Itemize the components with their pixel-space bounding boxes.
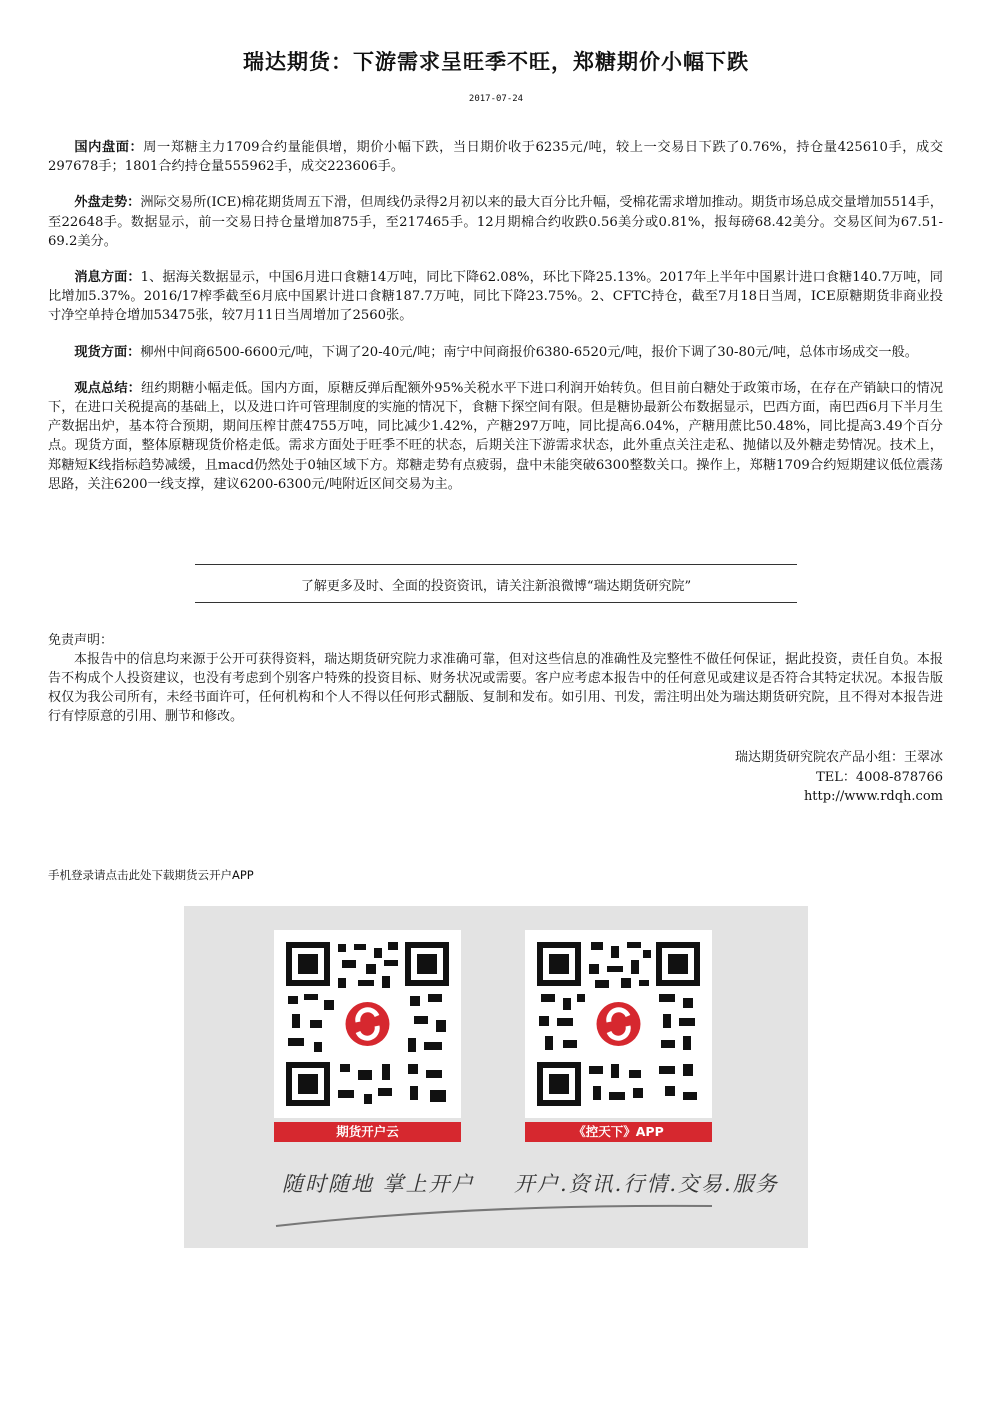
slogan-right: 开户.资讯.行情.交易.服务 xyxy=(514,1172,779,1196)
qr-code-icon xyxy=(525,930,712,1118)
signature-team: 瑞达期货研究院农产品小组：王翠冰 xyxy=(734,750,943,765)
section-text: 柳州中间商6500-6600元/吨，下调了20-40元/吨；南宁中间商报价6380-6520元/吨，报价下调了30-80元/吨，总体市场成交一般。 xyxy=(140,344,918,360)
section-news xyxy=(48,268,943,326)
qr-caption-kongtianxia: 《控天下》APP xyxy=(525,1122,712,1142)
follow-text: 了解更多及时、全面的投资资讯，请关注新浪微博“瑞达期货研究院” xyxy=(300,579,692,594)
signature-block xyxy=(735,748,943,807)
report-body xyxy=(48,138,943,511)
app-promo-panel xyxy=(184,906,808,1248)
section-domestic-market xyxy=(48,138,943,176)
qr-caption-kaihuyun: 期货开户云 xyxy=(274,1122,461,1142)
section-text: 纽约期糖小幅走低。国内方面，原糖反弹后配额外95%关税水平下进口利润开始转负。但目前白糖处于政策市场，在存在产销缺口的情况下，在进口关税提高的基础上，以及进口许可管理制度的实施的情况下，食糖下探空间有限。但是糖协最新公布数据显示，巴西方面，南巴西6月下半月生产数据出炉，基本符合预期，期间压榨甘蔗4755万吨，同比减少1.42%，产糖297万吨，同比提高6.04%，产糖用蔗比50.48%，同比提高3.49个百分点。现货方面，整体原糖现货价格走低。需求方面处于旺季不旺的状态，后期关注下游需求状态，此外重点关注走私、抛储以及外糖走势情况。技术上，郑糖短K线指标趋势减缓，且macd仍然处于0轴区域下方。郑糖走势有点疲弱，盘中未能突破6300整数关口。操作上，郑糖1709合约短期建议低位震荡思路，关注6200一线支撑，建议6200-6300元/吨附近区间交易为主。 xyxy=(48,380,944,492)
section-label: 外盘走势： xyxy=(74,195,141,211)
section-text: 周一郑糖主力1709合约量能俱增，期价小幅下跌，当日期价收于6235元/吨，较上一交易日下跌了0.76%，持仓量425610手，成交297678手；1801合约持仓量555962手，成交223606手。 xyxy=(48,140,944,175)
qr-code-kaihuyun[interactable] xyxy=(274,930,461,1118)
app-download-link[interactable]: 手机登录请点击此处下载期货云开户APP xyxy=(48,868,254,882)
qr-code-kongtianxia[interactable] xyxy=(525,930,712,1118)
follow-banner xyxy=(195,564,797,603)
page-title: 瑞达期货：下游需求呈旺季不旺，郑糖期价小幅下跌 xyxy=(243,50,749,74)
disclaimer xyxy=(48,631,943,726)
report-date: 2017-07-24 xyxy=(468,94,524,104)
section-text: 1、据海关数据显示，中国6月进口食糖14万吨，同比下降62.08%，环比下降25.13%。2017年上半年中国累计进口食糖140.7万吨，同比增加5.37%。2016/17榨季截至6月底中国累计进口食糖187.7万吨，同比下降23.75%。2、CFTC持仓，截至7月18日当周，ICE原糖期货非商业投寸净空单持仓增加53475张，较7月11日当周增加了2560张。 xyxy=(48,270,943,324)
disclaimer-text: 本报告中的信息均来源于公开可获得资料，瑞达期货研究院力求准确可靠，但对这些信息的准确性及完整性不做任何保证，据此投资，责任自负。本报告不构成个人投资建议，也没有考虑到个别客户特殊的投资目标、财务状况或需要。客户应考虑本报告中的任何意见或建议是否符合其特定状况。本报告版权仅为我公司所有，未经书面许可，任何机构和个人不得以任何形式翻版、复制和发布。如引用、刊发，需注明出处为瑞达期货研究院，且不得对本报告进行有悖原意的引用、删节和修改。 xyxy=(48,652,943,724)
disclaimer-heading: 免责声明： xyxy=(48,633,114,648)
section-summary xyxy=(48,379,943,494)
signature-tel: TEL：4008-878766 xyxy=(816,769,943,785)
qr-code-icon xyxy=(274,930,461,1118)
section-label: 消息方面： xyxy=(74,270,141,286)
section-spot xyxy=(48,343,943,362)
section-text: 洲际交易所(ICE)棉花期货周五下滑，但周线仍录得2月初以来的最大百分比升幅，受棉花需求增加推动。期货市场总成交量增加5514手，至22648手。数据显示，前一交易日持仓量增加875手，至217465手。12月期棉合约收跌0.56美分或0.81%，报每磅68.42美分。交易区间为67.51-69.2美分。 xyxy=(48,195,943,249)
section-label: 现货方面： xyxy=(74,344,141,360)
divider xyxy=(195,602,797,603)
swoosh-line xyxy=(274,1202,714,1232)
signature-url[interactable]: http://www.rdqh.com xyxy=(803,789,943,804)
section-label: 观点总结： xyxy=(74,380,142,396)
section-external-market xyxy=(48,193,943,251)
section-label: 国内盘面： xyxy=(74,140,144,155)
slogan-left: 随时随地 掌上开户 xyxy=(282,1172,475,1196)
